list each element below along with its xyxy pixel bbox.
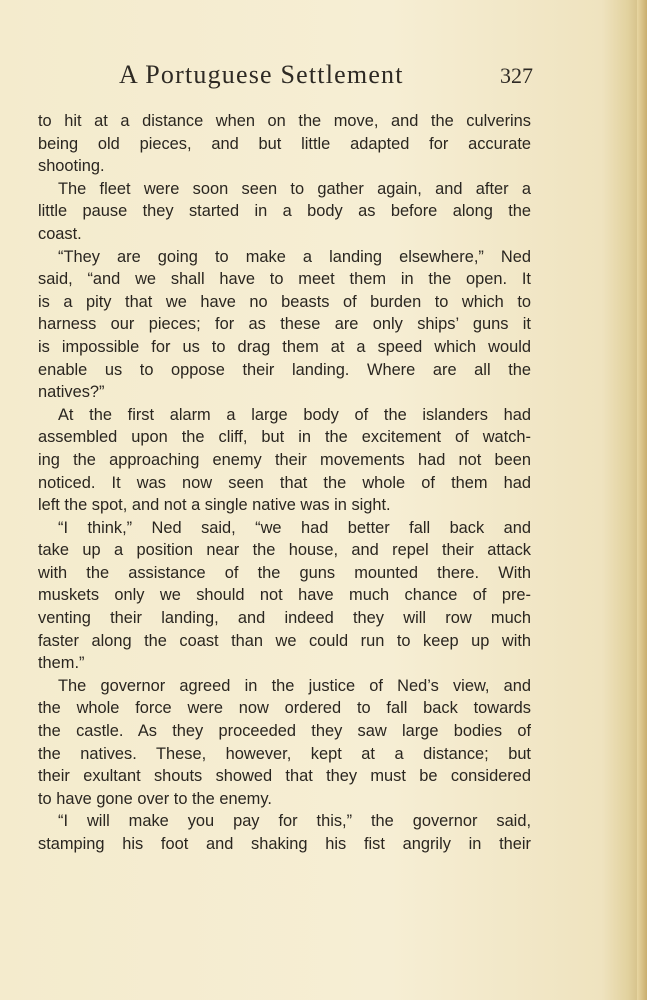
- text-line: to hit at a distance when on the move, and the culverins: [38, 112, 531, 130]
- text-line: enable us to oppose their landing. Where are all the: [38, 360, 531, 379]
- text-line: take up a position near the house, and repel their attack: [38, 541, 531, 560]
- text-line: stamping his foot and shaking his fist angrily in their: [38, 835, 531, 853]
- text-line: being old pieces, and but little adapted for accurate: [38, 134, 531, 153]
- text-line: “I will make you pay for this,” the governor said,: [58, 812, 531, 831]
- running-title: A Portuguese Settlement: [119, 60, 404, 89]
- page-header: [0, 60, 647, 94]
- text-line: faster along the coast than we could run to keep up with: [38, 631, 531, 650]
- text-line: At the first alarm a large body of the islanders had: [58, 405, 531, 424]
- text-line: harness our pieces; for as these are only ships’ guns it: [38, 315, 531, 334]
- text-line: The governor agreed in the justice of Ned’s view, and: [58, 676, 531, 695]
- body-text: [38, 110, 531, 856]
- text-line: ing the approaching enemy their movements had not been: [38, 450, 531, 469]
- page-number: 327: [500, 63, 533, 88]
- text-line: “I think,” Ned said, “we had better fall back and: [58, 518, 531, 537]
- text-line: natives?”: [38, 383, 105, 402]
- text-line: with the assistance of the guns mounted there. With: [38, 563, 531, 582]
- text-line: “They are going to make a landing elsewhere,” Ned: [58, 247, 531, 266]
- text-line: shooting.: [38, 157, 105, 176]
- text-line: coast.: [38, 224, 82, 243]
- text-line: muskets only we should not have much chance of pre-: [38, 586, 531, 605]
- text-line: noticed. It was now seen that the whole of them had: [38, 473, 531, 492]
- text-line: to have gone over to the enemy.: [38, 789, 272, 808]
- text-line: them.”: [38, 654, 85, 673]
- text-line: the castle. As they proceeded they saw large bodies of: [38, 722, 531, 741]
- text-line: is a pity that we have no beasts of burden to which to: [38, 292, 531, 311]
- text-line: the whole force were now ordered to fall back towards: [38, 699, 531, 718]
- text-line: little pause they started in a body as before along the: [38, 202, 531, 221]
- page-edge: [637, 0, 647, 1000]
- text-line: left the spot, and not a single native was in sight.: [38, 496, 391, 515]
- text-line: said, “and we shall have to meet them in the open. It: [38, 270, 531, 289]
- text-line: their exultant shouts showed that they must be considered: [38, 767, 531, 786]
- text-line: the natives. These, however, kept at a distance; but: [38, 744, 531, 763]
- text-line: is impossible for us to drag them at a speed which would: [38, 337, 531, 356]
- text-line: The fleet were soon seen to gather again, and after a: [58, 179, 531, 198]
- text-line: assembled upon the cliff, but in the excitement of watch-: [38, 428, 531, 447]
- text-line: venting their landing, and indeed they will row much: [38, 609, 531, 628]
